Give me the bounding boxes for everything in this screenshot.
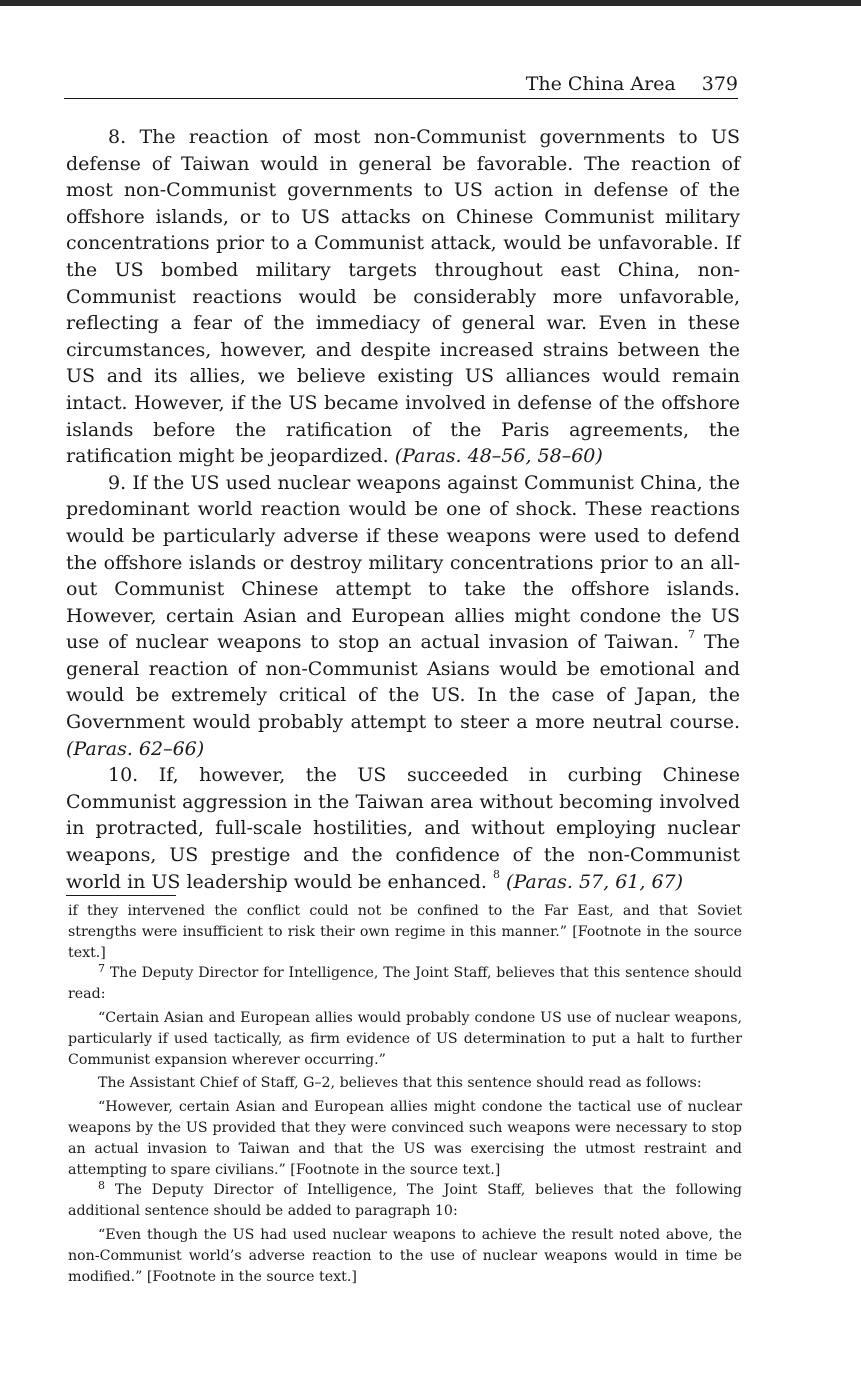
paragraph-10 (66, 762, 740, 895)
footnote-carryover: if they intervened the conflict could not be confined to the Far East, and that Soviet strengths were insufficient to risk their own regime in this manner.” [Footnote in the source text.] (68, 903, 742, 961)
footnote-7-text: The Deputy Director for Intelligence, The Joint Staff, believes that this sentence should read: (68, 965, 743, 1003)
paragraph-8-text: 8. The reaction of most non-Communist governments to US defense of Taiwan would in general be favorable. The reaction of most non-Communist governments to US action in defense of the offshore islands, or to US attacks on Chinese Communist military concentrations prior to a Communist attack, would be unfavorable. If the US bombed military targets throughout east China, non-Communist reactions would be considerably more unfavorable, reflecting a fear of the immediacy of general war. Even in these circumstances, however, and despite increased strains between the US and its allies, we believe existing US alliances would remain intact. However, if the US became involved in defense of the offshore islands before the ratification of the Paris agreements, the ratification might be jeopardized. (66, 126, 740, 468)
footnote-mark-8: 8 (492, 867, 500, 881)
footnotes (68, 901, 742, 1287)
footnote-g2-quote: “However, certain Asian and European allies might condone the tactical use of nuclear weapons by the US provided that they were convinced such weapons were necessary to stop an actual invasion to Taiwan and that the US was exercising the utmost restraint and attempting to spare civilians.” [Footnote in the source text.] (68, 1099, 742, 1178)
paragraph-8-ref: (Paras. 48–56, 58–60) (394, 445, 603, 468)
top-edge-bar (0, 0, 861, 6)
page-number: 379 (701, 73, 738, 95)
footnote-mark-7: 7 (688, 628, 695, 642)
main-text (66, 124, 740, 895)
paragraph-9-text-a: 9. If the US used nuclear weapons against Communist China, the predominant world reaction would be one of shock. These reactions would be particularly adverse if these weapons were used to defend the offshore islands or destroy military concentrations prior to an all-out Communist Chinese attempt to take the offshore islands. However, certain Asian and European allies might condone the US use of nuclear weapons to stop an actual invasion of Taiwan. (66, 471, 740, 654)
running-head-title: The China Area (525, 73, 676, 95)
footnote-7 (68, 963, 742, 1005)
footnote-g2-text: The Assistant Chief of Staff, G–2, believes that this sentence should read as follows: (98, 1075, 702, 1092)
paragraph-9 (66, 470, 740, 763)
footnote-8-mark: 8 (98, 1179, 105, 1193)
running-head (64, 70, 738, 99)
footnote-rule (66, 895, 176, 896)
footnote-8 (68, 1180, 742, 1222)
footnote-7-mark: 7 (98, 962, 105, 976)
footnote-7-quote: “Certain Asian and European allies would probably condone US use of nuclear weapons, particularly if used tactically, as firm evidence of US determination to put a halt to further Communist expansion wherever occurring.” (68, 1009, 742, 1068)
paragraph-9-text-b: The general reaction of non-Communist Asians would be emotional and would be extremely critical of the US. In the case of Japan, the Government would probably attempt to steer a more neutral course. (66, 631, 741, 734)
paragraph-9-ref: (Paras. 62–66) (66, 737, 205, 760)
paragraph-10-ref: (Paras. 57, 61, 67) (506, 870, 684, 893)
paragraph-10-text: 10. If, however, the US succeeded in curbing Chinese Communist aggression in the Taiwan area without becoming involved in protracted, full-scale hostilities, and without employing nuclear weapons, US prestige and the confidence of the non-Communist world in US leadership would be enhanced. (66, 764, 740, 893)
footnote-8-text: The Deputy Director of Intelligence, The Joint Staff, believes that the following additional sentence should be added to paragraph 10: (68, 1182, 742, 1220)
paragraph-8 (66, 124, 740, 470)
footnote-8-quote: “Even though the US had used nuclear weapons to achieve the result noted above, the non-Communist world’s adverse reaction to the use of nuclear weapons would in time be modified.” [Footnote in the source text.] (68, 1226, 742, 1285)
